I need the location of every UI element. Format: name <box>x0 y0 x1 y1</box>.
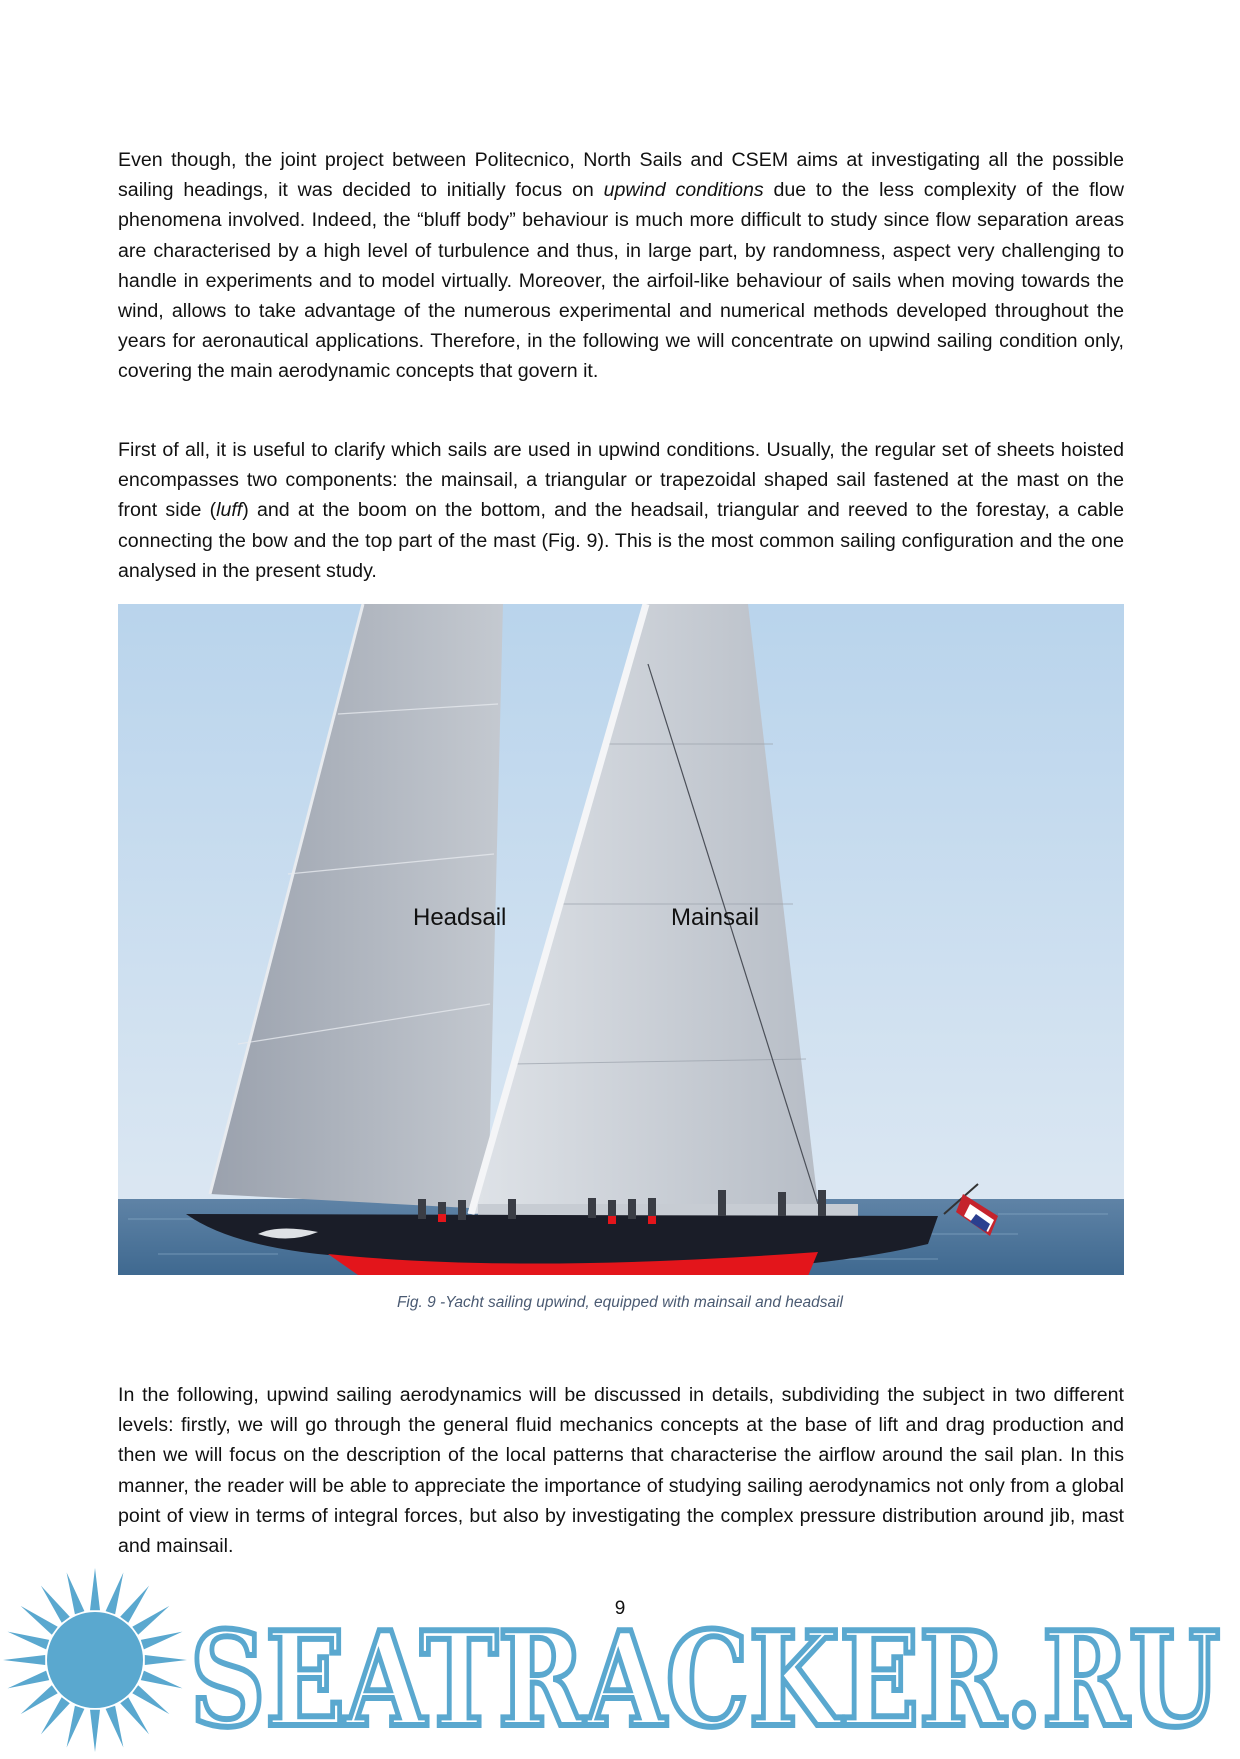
mainsail-label: Mainsail <box>671 904 760 931</box>
seatracker-watermark <box>0 1565 1240 1754</box>
sun-ray <box>132 1685 169 1714</box>
sun-ray <box>8 1632 50 1650</box>
body-paragraph-1: Even though, the joint project between Politecnico, North Sails and CSEM aims at investigating all the possible sailing headings, it was decided to initially focus on upwind conditions due to the less complexity of the flow phenomena involved. Indeed, the “bluff body” behaviour is much more difficult to study since flow separation areas are characterised by a high level of turbulence and thus, in large part, by randomness, aspect very challenging to handle in experiments and to model virtually. Moreover, the airfoil-like behaviour of sails when moving towards the wind, allows to take advantage of the numerous experimental and numerical methods developed throughout the years for aeronautical applications. Therefore, in the following we will concentrate on upwind sailing condition only, covering the main aerodynamic concepts that govern it. <box>118 149 1125 383</box>
sun-ray <box>141 1632 183 1650</box>
figure-caption: Fig. 9 -Yacht sailing upwind, equipped with mainsail and headsail <box>396 1294 844 1311</box>
watermark-graphic <box>0 1565 1240 1754</box>
watermark-text: SEATRACKER.RU <box>190 1603 1220 1754</box>
sun-ray <box>120 1697 149 1734</box>
page-number: 9 <box>614 1598 626 1619</box>
sun-logo-icon <box>3 1568 187 1752</box>
emphasis-upwind-conditions: upwind conditions <box>603 179 764 202</box>
sun-ray <box>145 1655 187 1665</box>
sun-ray <box>21 1685 58 1714</box>
yacht-photo <box>118 604 1124 1275</box>
sun-ray <box>90 1710 100 1752</box>
sun-ray <box>41 1697 70 1734</box>
sun-ray <box>106 1706 124 1748</box>
sun-ray <box>67 1706 85 1748</box>
sun-ray <box>8 1671 50 1689</box>
headsail-label: Headsail <box>413 904 507 931</box>
sun-ray <box>141 1671 183 1689</box>
body-paragraph-3: In the following, upwind sailing aerodynamics will be discussed in details, subdividing the subject in two different levels: firstly, we will go through the general fluid mechanics concepts at the base of lift and drag production and then we will focus on the description of the local patterns that characterise the airflow around the sail plan. In this manner, the reader will be able to appreciate the importance of studying sailing aerodynamics not only from a global point of view in terms of integral forces, but also by investigating the complex pressure distribution around jib, mast and mainsail. <box>118 1384 1124 1558</box>
emphasis-luff: luff <box>216 499 243 522</box>
yacht-figure <box>118 604 1124 1275</box>
body-paragraph-2: First of all, it is useful to clarify which sails are used in upwind conditions. Usually, the regular set of sheets hoisted encompasses two components: the mainsail, a triangular or trapezoidal shaped sail fastened at the mast on the front side (luff) and at the boom on the bottom, and the headsail, triangular and reeved to the forestay, a cable connecting the bow and the top part of the mast (Fig. 9). This is the most common sailing configuration and the one analysed in the present study. <box>118 439 1124 582</box>
sun-ray <box>3 1655 45 1665</box>
